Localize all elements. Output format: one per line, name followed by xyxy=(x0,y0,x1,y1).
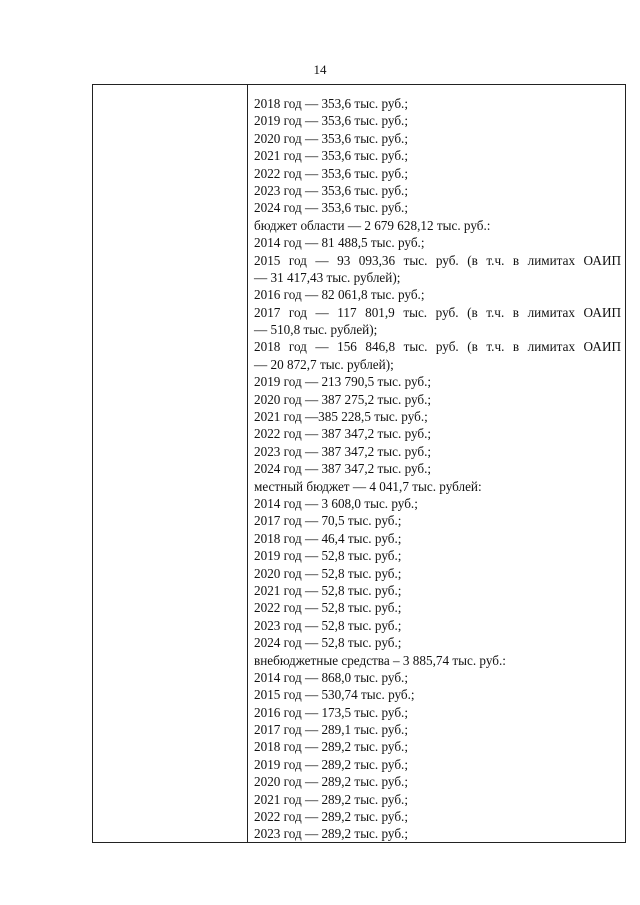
funding-line: 2014 год — 3 608,0 тыс. руб.; xyxy=(254,495,418,511)
funding-line: 2024 год — 353,6 тыс. руб.; xyxy=(254,200,409,216)
funding-line: 2020 год — 289,2 тыс. руб.; xyxy=(254,774,409,790)
funding-line: 2017 год — 289,1 тыс. руб.; xyxy=(254,722,409,738)
funding-line: 2023 год — 52,8 тыс. руб.; xyxy=(254,617,402,633)
funding-line: — 510,8 тыс. рублей); xyxy=(254,322,378,338)
funding-line: — 31 417,43 тыс. рублей); xyxy=(254,269,401,285)
funding-line: 2019 год — 213 790,5 тыс. руб.; xyxy=(254,374,432,390)
funding-line: 2018 год — 289,2 тыс. руб.; xyxy=(254,739,409,755)
funding-line: 2021 год — 353,6 тыс. руб.; xyxy=(254,148,409,164)
table-left-column xyxy=(93,85,248,842)
funding-line: 2018 год — 46,4 тыс. руб.; xyxy=(254,530,402,546)
funding-line: 2023 год — 289,2 тыс. руб.; xyxy=(254,826,409,842)
funding-line: 2022 год — 52,8 тыс. руб.; xyxy=(254,600,402,616)
funding-line: 2020 год — 387 275,2 тыс. руб.; xyxy=(254,391,432,407)
funding-line: 2018 год — 353,6 тыс. руб.; xyxy=(254,96,409,111)
funding-line: 2017 год — 117 801,9 тыс. руб. (в т.ч. в лимитах ОАИП xyxy=(254,304,621,320)
funding-line: 2021 год —385 228,5 тыс. руб.; xyxy=(254,409,428,425)
funding-line: 2014 год — 868,0 тыс. руб.; xyxy=(254,669,409,685)
funding-line: 2018 год — 156 846,8 тыс. руб. (в т.ч. в лимитах ОАИП xyxy=(254,339,621,355)
funding-line: 2015 год — 530,74 тыс. руб.; xyxy=(254,687,415,703)
funding-line: 2019 год — 52,8 тыс. руб.; xyxy=(254,548,402,564)
funding-line: 2022 год — 387 347,2 тыс. руб.; xyxy=(254,426,432,442)
funding-line: 2023 год — 387 347,2 тыс. руб.; xyxy=(254,443,432,459)
funding-line: 2016 год — 82 061,8 тыс. руб.; xyxy=(254,287,425,303)
funding-line: — 20 872,7 тыс. рублей); xyxy=(254,356,394,372)
funding-line: местный бюджет — 4 041,7 тыс. рублей: xyxy=(254,478,482,494)
funding-line: 2017 год — 70,5 тыс. руб.; xyxy=(254,513,402,529)
funding-line: 2024 год — 52,8 тыс. руб.; xyxy=(254,635,402,651)
page-number: 14 xyxy=(313,62,327,77)
funding-line: 2014 год — 81 488,5 тыс. руб.; xyxy=(254,235,425,251)
funding-line: 2016 год — 173,5 тыс. руб.; xyxy=(254,704,409,720)
funding-line: 2021 год — 289,2 тыс. руб.; xyxy=(254,791,409,807)
funding-line: 2024 год — 387 347,2 тыс. руб.; xyxy=(254,461,432,477)
funding-line: внебюджетные средства – 3 885,74 тыс. руб.: xyxy=(254,652,506,668)
funding-line: 2015 год — 93 093,36 тыс. руб. (в т.ч. в лимитах ОАИП xyxy=(254,252,621,268)
funding-line: 2021 год — 52,8 тыс. руб.; xyxy=(254,582,402,598)
funding-line: 2022 год — 353,6 тыс. руб.; xyxy=(254,165,409,181)
funding-line: 2020 год — 353,6 тыс. руб.; xyxy=(254,130,409,146)
funding-line: 2023 год — 353,6 тыс. руб.; xyxy=(254,182,409,198)
funding-line: 2019 год — 289,2 тыс. руб.; xyxy=(254,756,409,772)
funding-table xyxy=(92,84,626,843)
table-right-column xyxy=(249,95,621,843)
funding-line: 2020 год — 52,8 тыс. руб.; xyxy=(254,565,402,581)
funding-line: бюджет области — 2 679 628,12 тыс. руб.: xyxy=(254,217,491,233)
funding-line: 2019 год — 353,6 тыс. руб.; xyxy=(254,113,409,129)
funding-line: 2022 год — 289,2 тыс. руб.; xyxy=(254,809,409,825)
